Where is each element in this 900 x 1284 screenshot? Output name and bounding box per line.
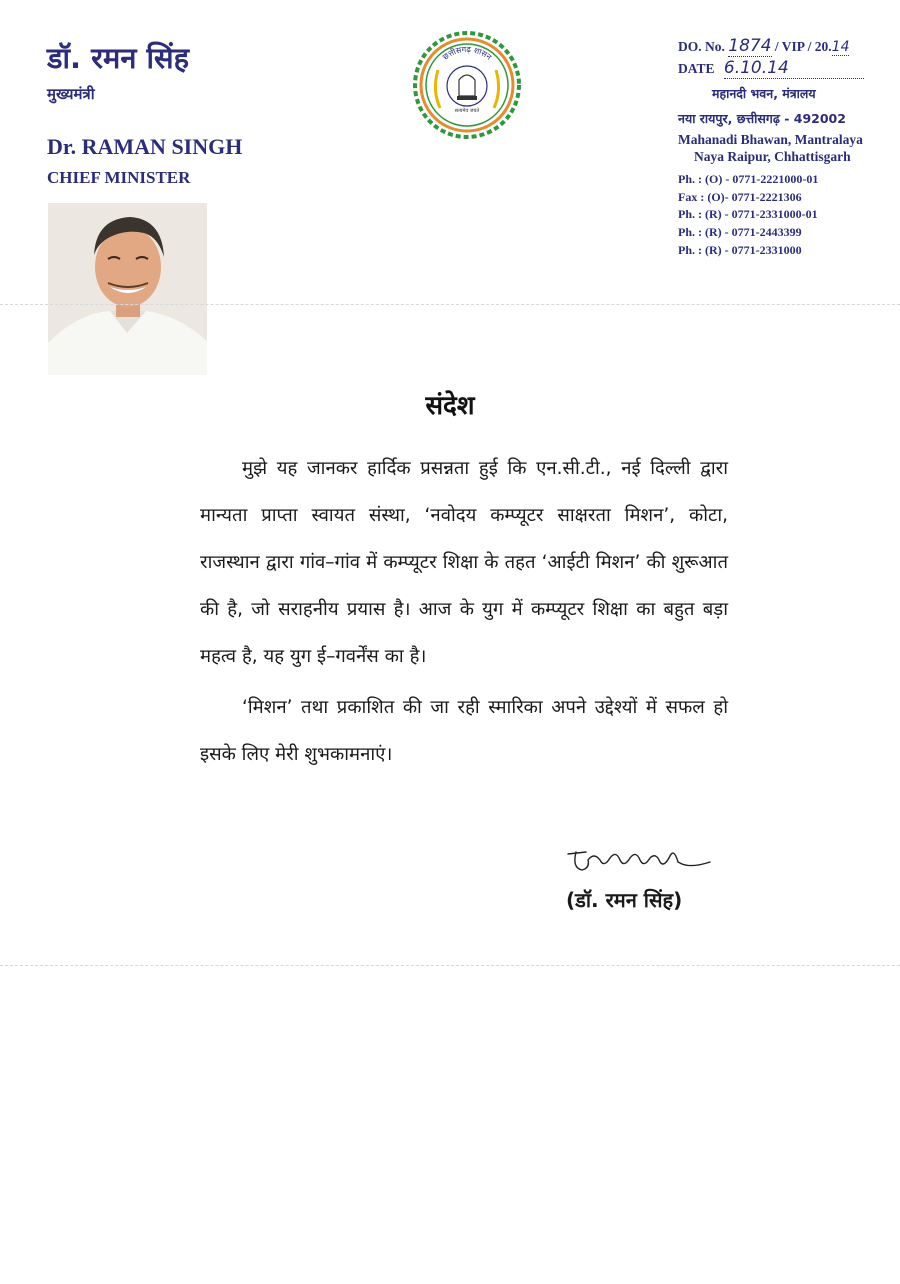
- portrait-photo: [48, 203, 207, 375]
- message-paragraph-1: मुझे यह जानकर हार्दिक प्रसन्नता हुई कि एन.सी.टी., नई दिल्ली द्वारा मान्यता प्राप्ता स्वायत संस्था, ‘नवोदय कम्प्यूटर साक्षरता मिशन’, कोटा, राजस्थान द्वारा गांव–गांव में कम्प्यूटर शिक्षा के तहत ‘आईटी मिशन’ की शुरूआत की है, जो सराहनीय प्रयास है। आज के युग में कम्प्यूटर शिक्षा का बहुत बड़ा महत्व है, यह युग ई–गवर्नेंस का है।: [200, 458, 728, 667]
- do-number: 1874: [728, 36, 772, 56]
- signature: [560, 838, 730, 878]
- phone-list: [678, 171, 818, 260]
- fold-line: [0, 965, 900, 966]
- phone-line: Fax : (O)- 0771-2221306: [678, 189, 802, 204]
- do-label: DO. No.: [678, 39, 725, 54]
- date-row: [678, 58, 864, 80]
- address-city-hindi: नया रायपुर, छत्तीसगढ़ - 492002: [678, 111, 846, 126]
- fold-line: [0, 304, 900, 305]
- message-heading: संदेश: [425, 391, 475, 421]
- address-building-english: Mahanadi Bhawan, Mantralaya: [678, 132, 863, 147]
- signatory-name: (डॉ. रमन सिंह): [566, 888, 683, 912]
- message-paragraph-2: ‘मिशन’ तथा प्रकाशित की जा रही स्मारिका अपने उद्देश्यों में सफल हो इसके लिए मेरी शुभकामनाएं।: [200, 697, 728, 765]
- emblem-text: छत्तीसगढ़ शासन: [440, 44, 494, 62]
- address-city-english: Naya Raipur, Chhattisgarh: [694, 149, 851, 164]
- phone-line: Ph. : (O) - 0771-2221000-01: [678, 172, 819, 186]
- year-suffix: 14: [831, 39, 850, 55]
- message-body: [200, 445, 728, 778]
- phone-line: Ph. : (R) - 0771-2331000: [678, 242, 802, 257]
- vip-label: / VIP / 20.: [774, 39, 832, 54]
- handwritten-signature-icon: [560, 838, 730, 878]
- date-label: DATE: [678, 61, 715, 76]
- name-english: Dr. RAMAN SINGH: [47, 134, 243, 159]
- emblem-seal-icon: [412, 30, 522, 140]
- emblem-motto: सत्यमेव जयते: [454, 108, 480, 114]
- designation-hindi: मुख्यमंत्री: [47, 85, 95, 103]
- address-building-hindi: महानदी भवन, मंत्रालय: [712, 86, 816, 101]
- name-hindi: डॉ. रमन सिंह: [47, 41, 190, 75]
- date-value: 6.10.14: [724, 58, 864, 79]
- phone-line: Ph. : (R) - 0771-2443399: [678, 225, 802, 240]
- designation-english: CHIEF MINISTER: [47, 168, 191, 187]
- do-number-row: [678, 36, 864, 58]
- address-block: [678, 84, 893, 171]
- portrait-illustration: [48, 203, 207, 375]
- reference-block: [678, 36, 864, 80]
- state-emblem: [412, 30, 522, 140]
- phone-line: Ph. : (R) - 0771-2331000-01: [678, 207, 818, 222]
